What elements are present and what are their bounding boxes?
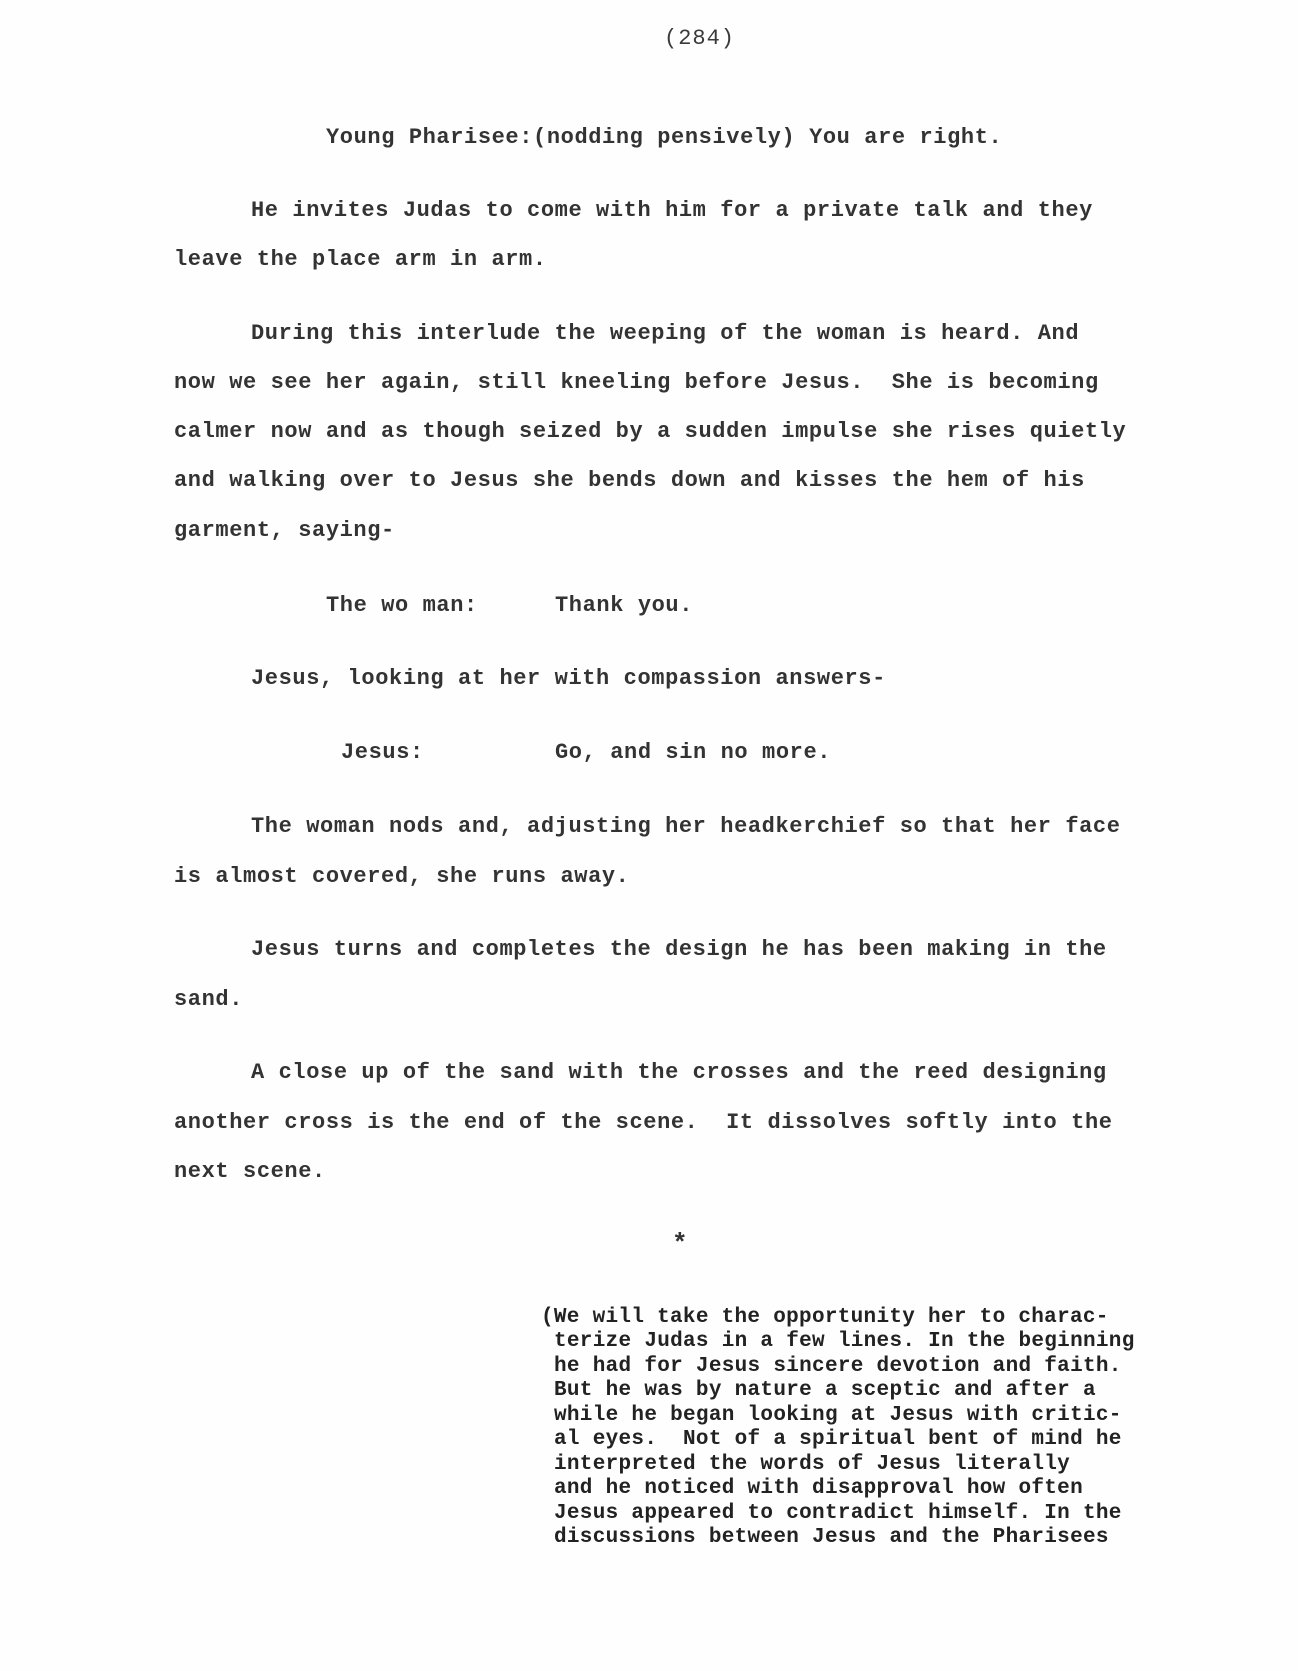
paragraph-4-line-1: The woman nods and, adjusting her headkerchief so that her face [251, 814, 1121, 839]
note-line-2: terize Judas in a few lines. In the beginning [554, 1330, 1135, 1353]
paragraph-2-line-2: now we see her again, still kneeling before Jesus. She is becoming [174, 370, 1099, 395]
paragraph-6-line-3: next scene. [174, 1159, 326, 1184]
note-line-8: and he noticed with disapproval how often [554, 1477, 1083, 1500]
paragraph-1-line-1: He invites Judas to come with him for a private talk and they [251, 198, 1093, 223]
note-line-7: interpreted the words of Jesus literally [554, 1453, 1071, 1476]
dialogue-woman-speaker: The wo man: [326, 593, 478, 618]
dialogue-jesus-line: Go, and sin no more. [555, 740, 832, 765]
paragraph-5-line-2: sand. [174, 987, 244, 1012]
paragraph-1-line-2: leave the place arm in arm. [174, 247, 547, 272]
paragraph-3-line-1: Jesus, looking at her with compassion answers- [251, 666, 886, 691]
paragraph-2-line-3: calmer now and as though seized by a sudden impulse she rises quietly [174, 419, 1127, 444]
note-line-1: (We will take the opportunity her to charac- [541, 1306, 1109, 1329]
note-line-3: he had for Jesus sincere devotion and faith. [554, 1355, 1122, 1378]
page-number: (284) [664, 26, 736, 51]
paragraph-2-line-1: During this interlude the weeping of the woman is heard. And [251, 321, 1080, 346]
note-line-4: But he was by nature a sceptic and after a [554, 1379, 1096, 1402]
note-line-10: discussions between Jesus and the Pharisees [554, 1526, 1109, 1549]
paragraph-6-line-2: another cross is the end of the scene. It dissolves softly into the [174, 1110, 1113, 1135]
paragraph-5-line-1: Jesus turns and completes the design he has been making in the [251, 937, 1107, 962]
paragraph-4-line-2: is almost covered, she runs away. [174, 864, 630, 889]
dialogue-jesus-speaker: Jesus: [341, 740, 424, 765]
note-line-9: Jesus appeared to contradict himself. In the [554, 1502, 1122, 1525]
note-line-6: al eyes. Not of a spiritual bent of mind he [554, 1428, 1122, 1451]
young-pharisee-dialogue: Young Pharisee:(nodding pensively) You are right. [326, 125, 1003, 150]
section-separator: * [672, 1229, 689, 1259]
dialogue-woman-line: Thank you. [555, 593, 694, 618]
paragraph-6-line-1: A close up of the sand with the crosses and the reed designing [251, 1060, 1107, 1085]
note-line-5: while he began looking at Jesus with critic- [554, 1404, 1122, 1427]
paragraph-2-line-5: garment, saying- [174, 518, 395, 543]
paragraph-2-line-4: and walking over to Jesus she bends down and kisses the hem of his [174, 468, 1085, 493]
